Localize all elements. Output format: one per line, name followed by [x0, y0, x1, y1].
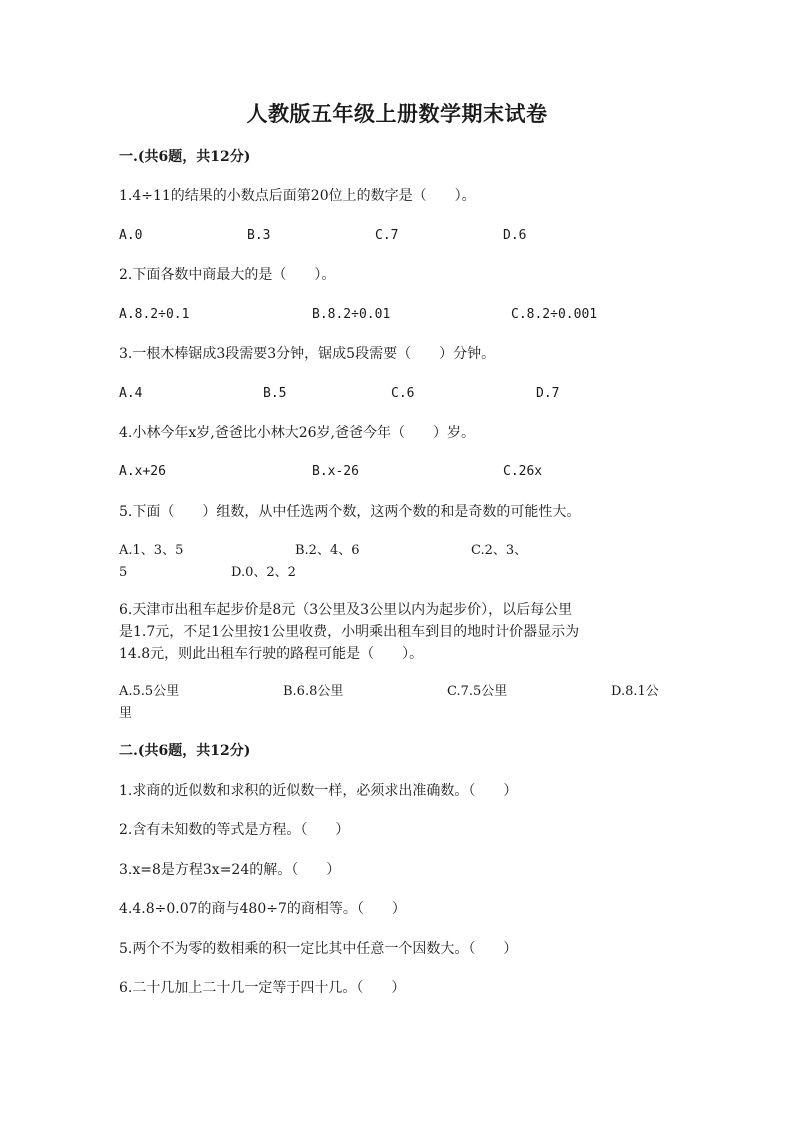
option-c: C.7.5公里	[447, 684, 508, 699]
question-text-line: 14.8元，则此出租车行驶的路程可能是（ ）。	[119, 646, 424, 662]
option-c: C.8.2÷0.001	[511, 307, 598, 322]
question-text: 5.两个不为零的数相乘的积一定比其中任意一个因数大。（ ）	[119, 941, 518, 957]
question-text: 2.含有未知数的等式是方程。（ ）	[119, 822, 350, 838]
question-text-line: 是1.7元，不足1公里按1公里收费，小明乘出租车到目的地时计价器显示为	[119, 624, 580, 640]
option-b: B.5	[263, 386, 287, 401]
option-a: A.8.2÷0.1	[119, 307, 190, 322]
option-c: C.7	[375, 228, 399, 243]
page-title: 人教版五年级上册数学期末试卷	[246, 101, 548, 126]
option-c: C.26x	[503, 464, 543, 479]
section-header: 二.(共6题，共12分)	[119, 743, 251, 759]
option-b: B.6.8公里	[283, 684, 344, 699]
question-text: 1.4÷11的结果的小数点后面第20位上的数字是（ ）。	[119, 188, 476, 204]
question-text: 2.下面各数中商最大的是（ ）。	[119, 267, 336, 283]
option-d-continued: 里	[119, 706, 133, 721]
option-d: D.6	[503, 228, 527, 243]
option-b: B.8.2÷0.01	[312, 307, 391, 322]
option-c: C.6	[391, 386, 415, 401]
question-text: 3.x=8是方程3x=24的解。（ ）	[119, 862, 341, 878]
section-header: 一.(共6题，共12分)	[119, 149, 251, 165]
question-text: 4.4.8÷0.07的商与480÷7的商相等。（ ）	[119, 901, 406, 917]
question-text: 6.二十几加上二十几一定等于四十几。（ ）	[119, 980, 406, 996]
option-b: B.3	[247, 228, 271, 243]
question-text: 1.求商的近似数和求积的近似数一样，必须求出准确数。（ ）	[119, 783, 518, 799]
option-a: A.4	[119, 386, 143, 401]
question-text: 5.下面（ ）组数，从中任选两个数，这两个数的和是奇数的可能性大。	[119, 504, 581, 520]
question-text: 3.一根木棒锯成3段需要3分钟，锯成5段需要（ ）分钟。	[119, 346, 496, 362]
option-c-continued: 5	[119, 565, 128, 580]
option-d: D.7	[536, 386, 560, 401]
option-d: D.8.1公	[611, 684, 659, 699]
question-text: 4.小林今年x岁,爸爸比小林大26岁,爸爸今年（ ）岁。	[119, 425, 475, 441]
option-a: A.1、3、5	[119, 543, 184, 558]
option-a: A.x+26	[119, 464, 166, 479]
option-d: D.0、2、2	[231, 565, 296, 580]
option-a: A.5.5公里	[119, 684, 180, 699]
option-a: A.0	[119, 228, 143, 243]
option-b: B.x-26	[312, 464, 359, 479]
option-c: C.2、3、	[471, 543, 528, 558]
option-b: B.2、4、6	[295, 543, 360, 558]
question-text-line: 6.天津市出租车起步价是8元（3公里及3公里以内为起步价），以后每公里	[119, 602, 573, 618]
